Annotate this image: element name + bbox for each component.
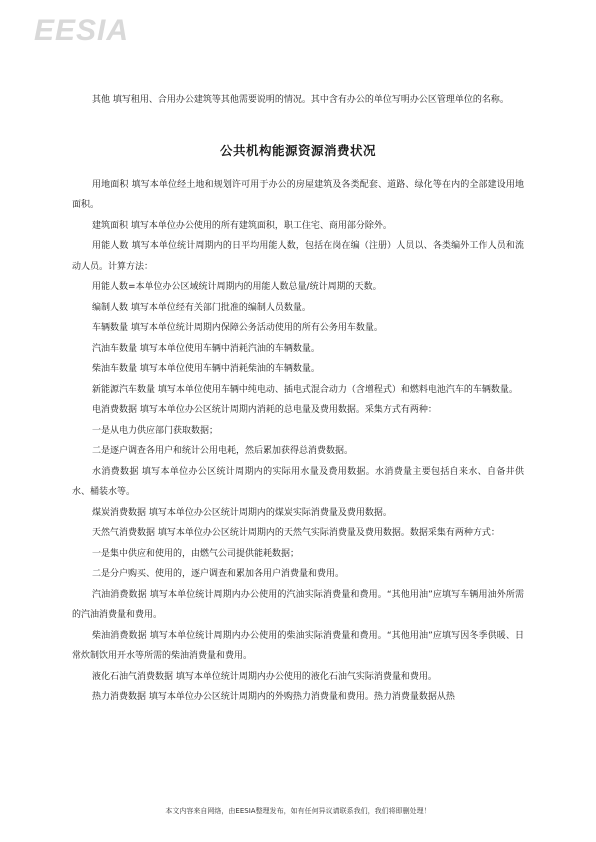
eesia-logo: EESIA: [34, 14, 130, 47]
body-paragraph: 煤炭消费数据 填写本单位办公区统计周期内的煤炭实际消费量及费用数据。: [92, 507, 392, 518]
body-paragraph: 二是逐户调查各用户和统计公用电耗，然后累加获得总消费数据。: [92, 446, 354, 456]
body-paragraph: 车辆数量 填写本单位统计周期内保障公务活动使用的所有公务用车数量。: [92, 323, 383, 333]
document-body: [72, 90, 524, 708]
body-paragraph: 新能源汽车数量 填写本单位使用车辆中纯电动、插电式混合动力（含增程式）和燃料电池汽车的车辆数量。: [92, 384, 518, 395]
paragraph-list: [72, 175, 524, 708]
body-paragraph: 水消费数据 填写本单位办公区统计周期内的实际用水量及费用数据。水消费量主要包括自来水、自备井供水、桶装水等。: [72, 466, 524, 497]
body-paragraph: 用能人数 填写本单位统计周期内的日平均用能人数，包括在岗在编（注册）人员以、各类编外工作人员和流动人员。计算方法：: [72, 241, 524, 272]
footer-notice: 本文内容来自网络，由EESIA整理发布，如有任何异议请联系我们，我们将即删处理！: [165, 807, 431, 815]
body-paragraph: 液化石油气消费数据 填写本单位统计周期内办公使用的液化石油气实际消费量和费用。: [92, 671, 437, 682]
body-paragraph: 电消费数据 填写本单位办公区统计周期内消耗的总电量及费用数据。采集方式有两种：: [92, 405, 437, 415]
body-paragraph: 汽油车数量 填写本单位使用车辆中消耗汽油的车辆数量。: [92, 343, 320, 354]
body-paragraph: 天然气消费数据 填写本单位办公区统计周期内的天然气实际消费量及费用数据。数据采集有两种方式：: [92, 528, 500, 538]
body-paragraph: 柴油车数量 填写本单位使用车辆中消耗柴油的车辆数量。: [92, 364, 320, 374]
body-paragraph: 汽油消费数据 填写本单位统计周期内办公使用的汽油实际消费量和费用。“其他用油”应填写车辆用油外所需的汽油消费量和费用。: [72, 589, 524, 620]
body-paragraph: 热力消费数据 填写本单位办公区统计周期内的外购热力消费量和费用。热力消费量数据从热: [92, 692, 455, 702]
intro-paragraph: 其他 填写租用、合用办公建筑等其他需要说明的情况。其中含有办公的单位写明办公区管理单位的名称。: [92, 95, 509, 105]
body-paragraph: 二是分户购买、使用的，逐户调查和累加各用户消费量和费用。: [92, 569, 345, 579]
body-paragraph: 用能人数=本单位办公区域统计周期内的用能人数总量/统计周期的天数。: [92, 282, 382, 292]
body-paragraph: 柴油消费数据 填写本单位统计周期内办公使用的柴油实际消费量和费用。“其他用油”应填写因冬季供暖、日常炊制饮用开水等所需的柴油消费量和费用。: [72, 630, 524, 661]
body-paragraph: 一是集中供应和使用的，由燃气公司提供能耗数据；: [92, 548, 300, 559]
body-paragraph: 用地面积 填写本单位经土地和规划许可用于办公的房屋建筑及各类配套、道路、绿化等在内的全部建设用地面积。: [72, 179, 524, 210]
section-title: 公共机构能源资源消费状况: [219, 142, 376, 158]
body-paragraph: 建筑面积 填写本单位办公使用的所有建筑面积，职工住宅、商用部分除外。: [92, 220, 392, 231]
body-paragraph: 一是从电力供应部门获取数据；: [92, 425, 219, 436]
body-paragraph: 编制人数 填写本单位经有关部门批准的编制人员数量。: [92, 302, 311, 313]
